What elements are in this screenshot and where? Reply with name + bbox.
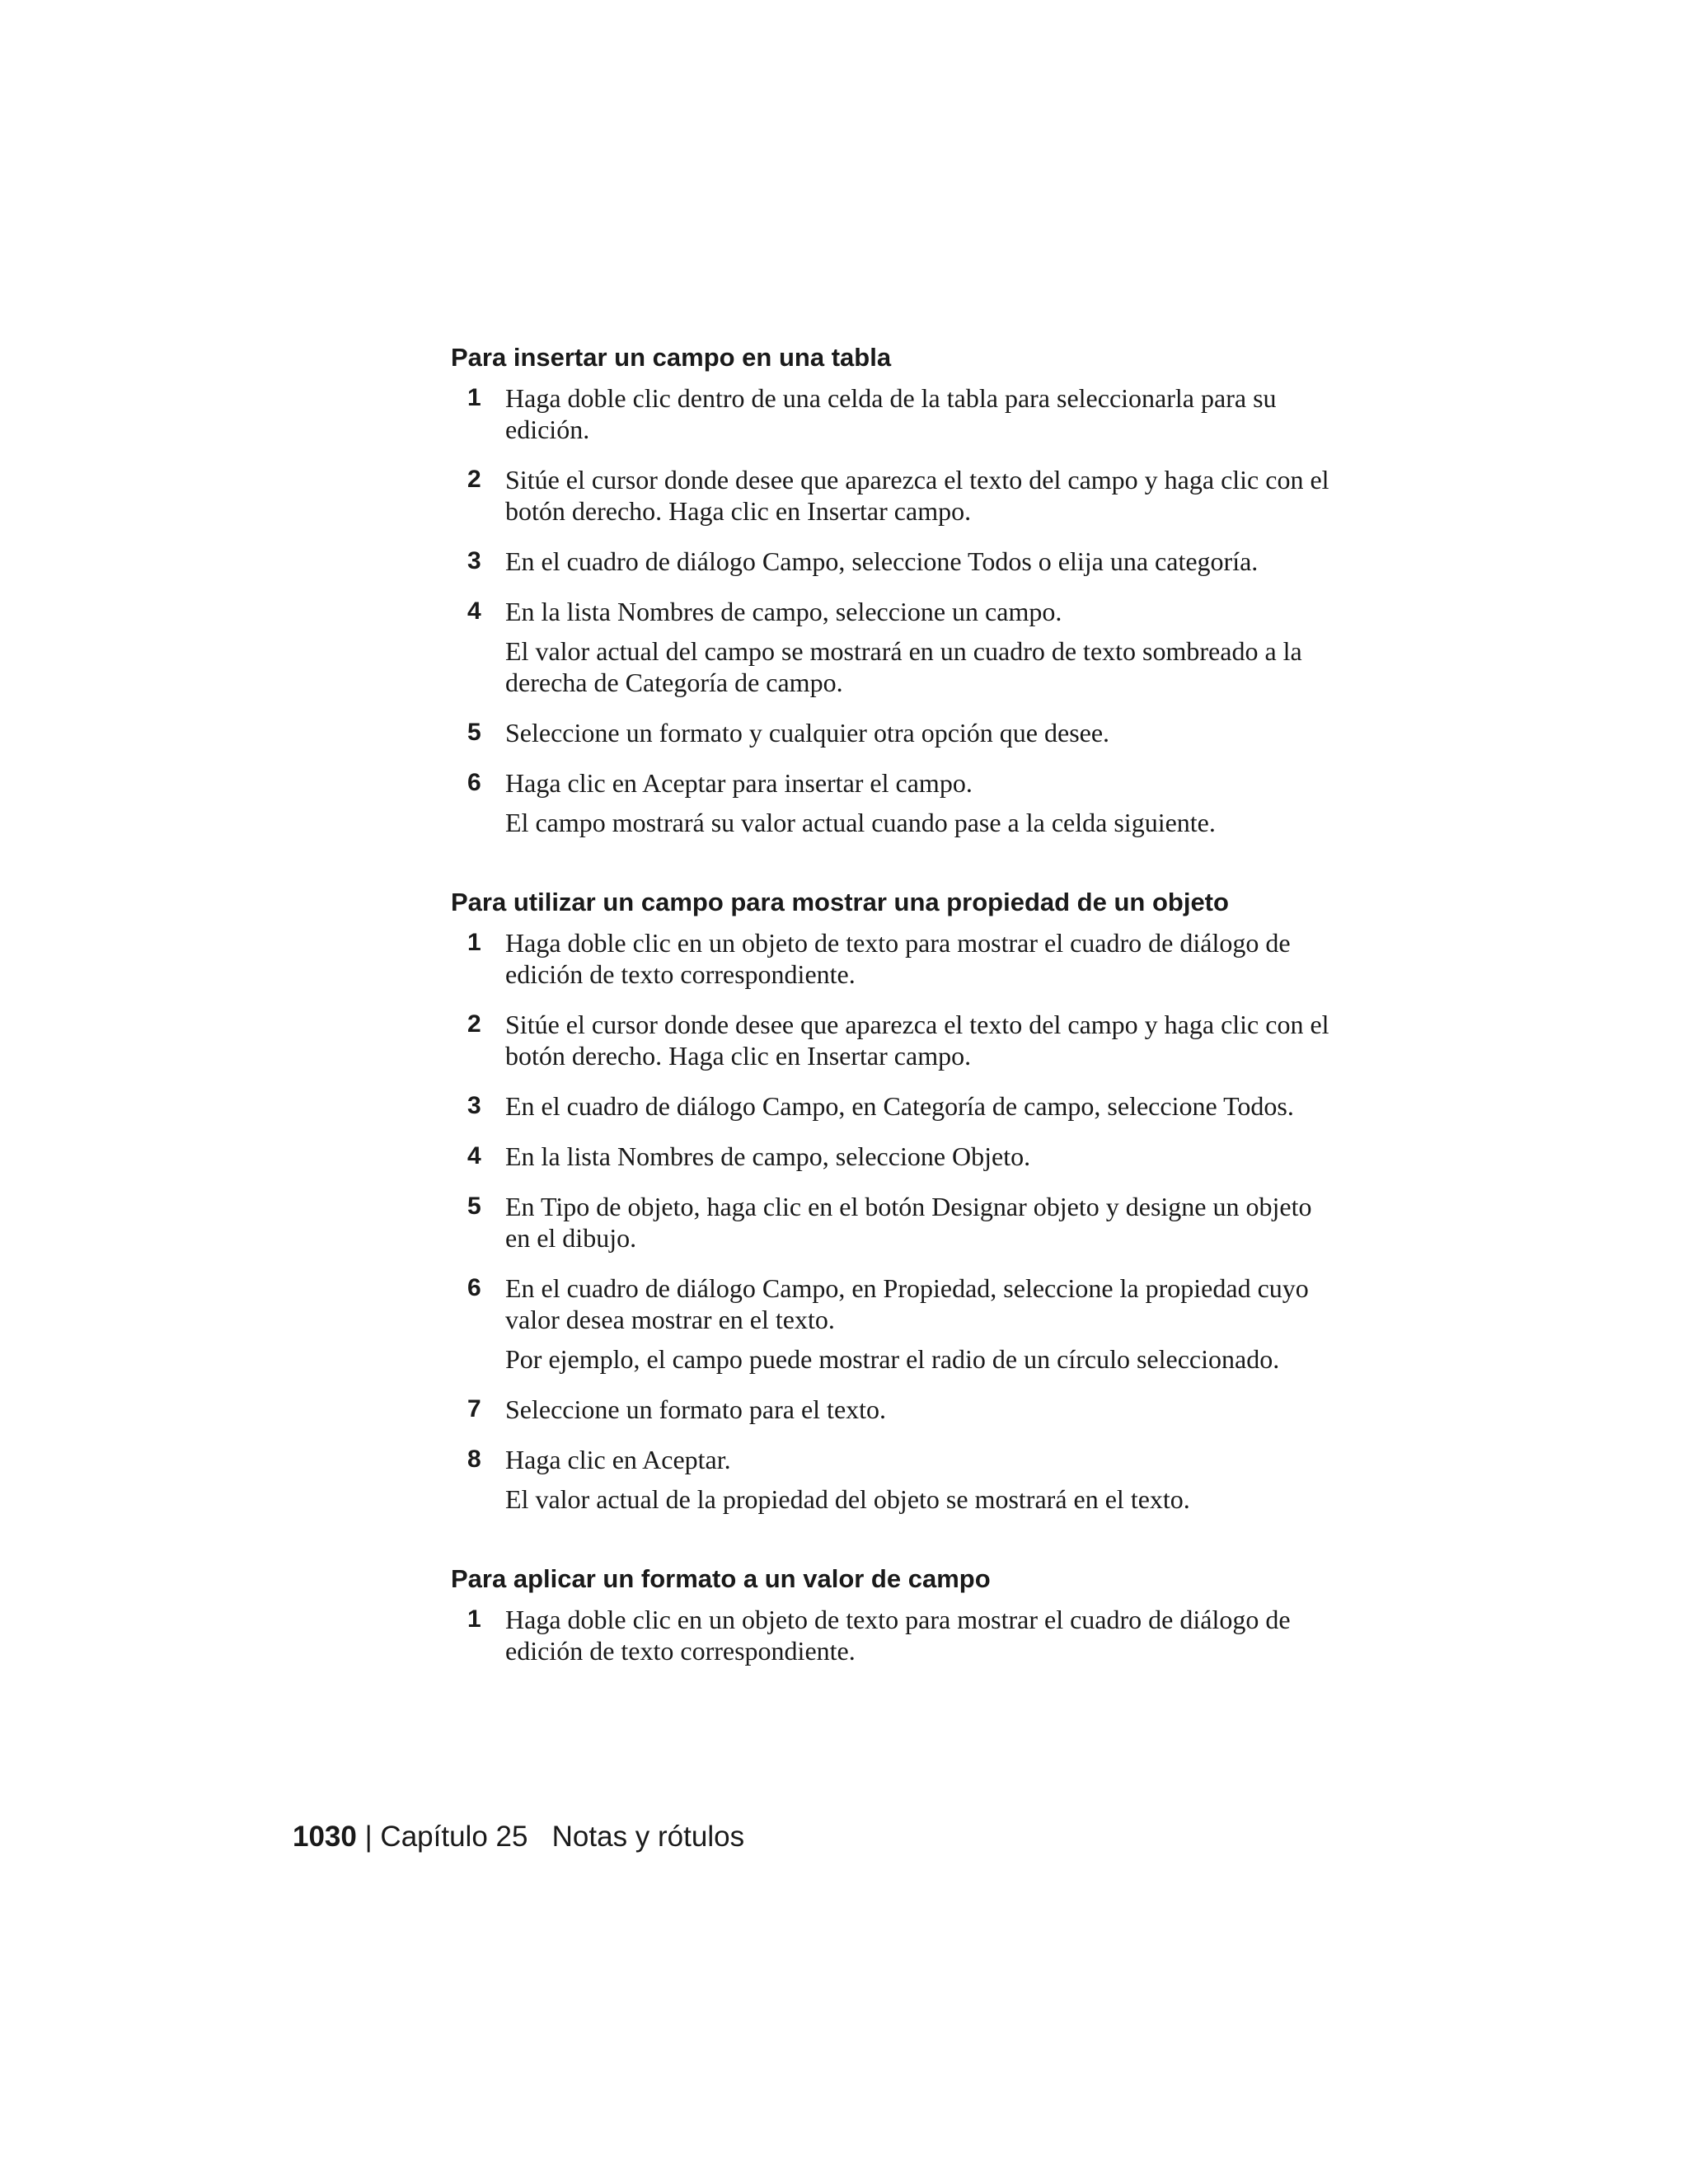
chapter-label: Capítulo 25 <box>380 1821 528 1853</box>
step-text: En la lista Nombres de campo, seleccione un campo. <box>505 597 1062 626</box>
step-note: El campo mostrará su valor actual cuando pase a la celda siguiente. <box>505 808 1216 837</box>
procedure-step <box>451 1141 1341 1172</box>
procedure-step <box>451 1604 1341 1666</box>
step-text: En el cuadro de diálogo Campo, en Categoría de campo, seleccione Todos. <box>505 1091 1294 1121</box>
procedure-heading: Para aplicar un formato a un valor de campo <box>451 1564 991 1593</box>
procedure-step <box>451 546 1341 577</box>
procedure-step <box>451 1394 1341 1425</box>
step-number: 5 <box>467 719 481 746</box>
procedure-section <box>451 886 1341 1515</box>
procedure-step <box>451 927 1341 990</box>
step-text: Haga clic en Aceptar. <box>505 1445 731 1474</box>
procedure-step <box>451 1191 1341 1254</box>
step-text: Haga doble clic en un objeto de texto para mostrar el cuadro de diálogo de edición de texto correspondiente. <box>505 928 1291 989</box>
step-text: En Tipo de objeto, haga clic en el botón Designar objeto y designe un objeto en el dibujo. <box>505 1192 1312 1253</box>
step-text: En el cuadro de diálogo Campo, seleccione Todos o elija una categoría. <box>505 546 1259 576</box>
step-number: 7 <box>467 1395 481 1422</box>
procedure-heading: Para insertar un campo en una tabla <box>451 343 892 372</box>
procedure-step <box>451 767 1341 838</box>
step-number: 1 <box>467 1605 481 1633</box>
procedure-step <box>451 382 1341 445</box>
step-number: 2 <box>467 466 481 493</box>
step-text: Sitúe el cursor donde desee que aparezca el texto del campo y haga clic con el botón derecho. Haga clic en Insertar campo. <box>505 1010 1329 1071</box>
step-text: En la lista Nombres de campo, seleccione Objeto. <box>505 1141 1031 1171</box>
step-text: Haga doble clic dentro de una celda de la tabla para seleccionarla para su edición. <box>505 383 1277 444</box>
step-text: Haga clic en Aceptar para insertar el campo. <box>505 768 973 798</box>
step-number: 4 <box>467 1142 481 1169</box>
step-number: 1 <box>467 384 481 411</box>
step-note: El valor actual del campo se mostrará en un cuadro de texto sombreado a la derecha de Categoría de campo. <box>505 636 1302 697</box>
procedure-step <box>451 464 1341 527</box>
step-number: 5 <box>467 1193 481 1220</box>
step-text: Sitúe el cursor donde desee que aparezca el texto del campo y haga clic con el botón derecho. Haga clic en Insertar campo. <box>505 465 1329 526</box>
step-number: 2 <box>467 1010 481 1038</box>
procedure-section <box>451 341 1341 838</box>
step-text: Haga doble clic en un objeto de texto para mostrar el cuadro de diálogo de edición de texto correspondiente. <box>505 1605 1291 1666</box>
step-text: En el cuadro de diálogo Campo, en Propiedad, seleccione la propiedad cuyo valor desea mostrar en el texto. <box>505 1273 1309 1334</box>
step-text: Seleccione un formato y cualquier otra opción que desee. <box>505 718 1110 748</box>
procedure-step <box>451 1272 1341 1375</box>
procedure-section <box>451 1563 1341 1666</box>
step-number: 3 <box>467 547 481 574</box>
procedure-step <box>451 1009 1341 1071</box>
step-number: 3 <box>467 1092 481 1119</box>
step-note: Por ejemplo, el campo puede mostrar el radio de un círculo seleccionado. <box>505 1344 1280 1374</box>
step-text: Seleccione un formato para el texto. <box>505 1394 887 1424</box>
step-number: 1 <box>467 929 481 956</box>
procedure-step <box>451 596 1341 698</box>
step-number: 6 <box>467 1274 481 1301</box>
page-footer <box>293 1820 744 1854</box>
step-number: 8 <box>467 1446 481 1473</box>
chapter-title: Notas y rótulos <box>551 1821 745 1853</box>
page-content <box>451 341 1341 1666</box>
procedure-step <box>451 1090 1341 1122</box>
footer-separator: | <box>356 1821 381 1853</box>
procedure-step <box>451 717 1341 748</box>
step-number: 4 <box>467 598 481 625</box>
procedure-step <box>451 1444 1341 1515</box>
page-number: 1030 <box>293 1821 357 1853</box>
procedure-heading: Para utilizar un campo para mostrar una propiedad de un objeto <box>451 888 1229 916</box>
step-number: 6 <box>467 769 481 796</box>
step-note: El valor actual de la propiedad del objeto se mostrará en el texto. <box>505 1484 1190 1514</box>
